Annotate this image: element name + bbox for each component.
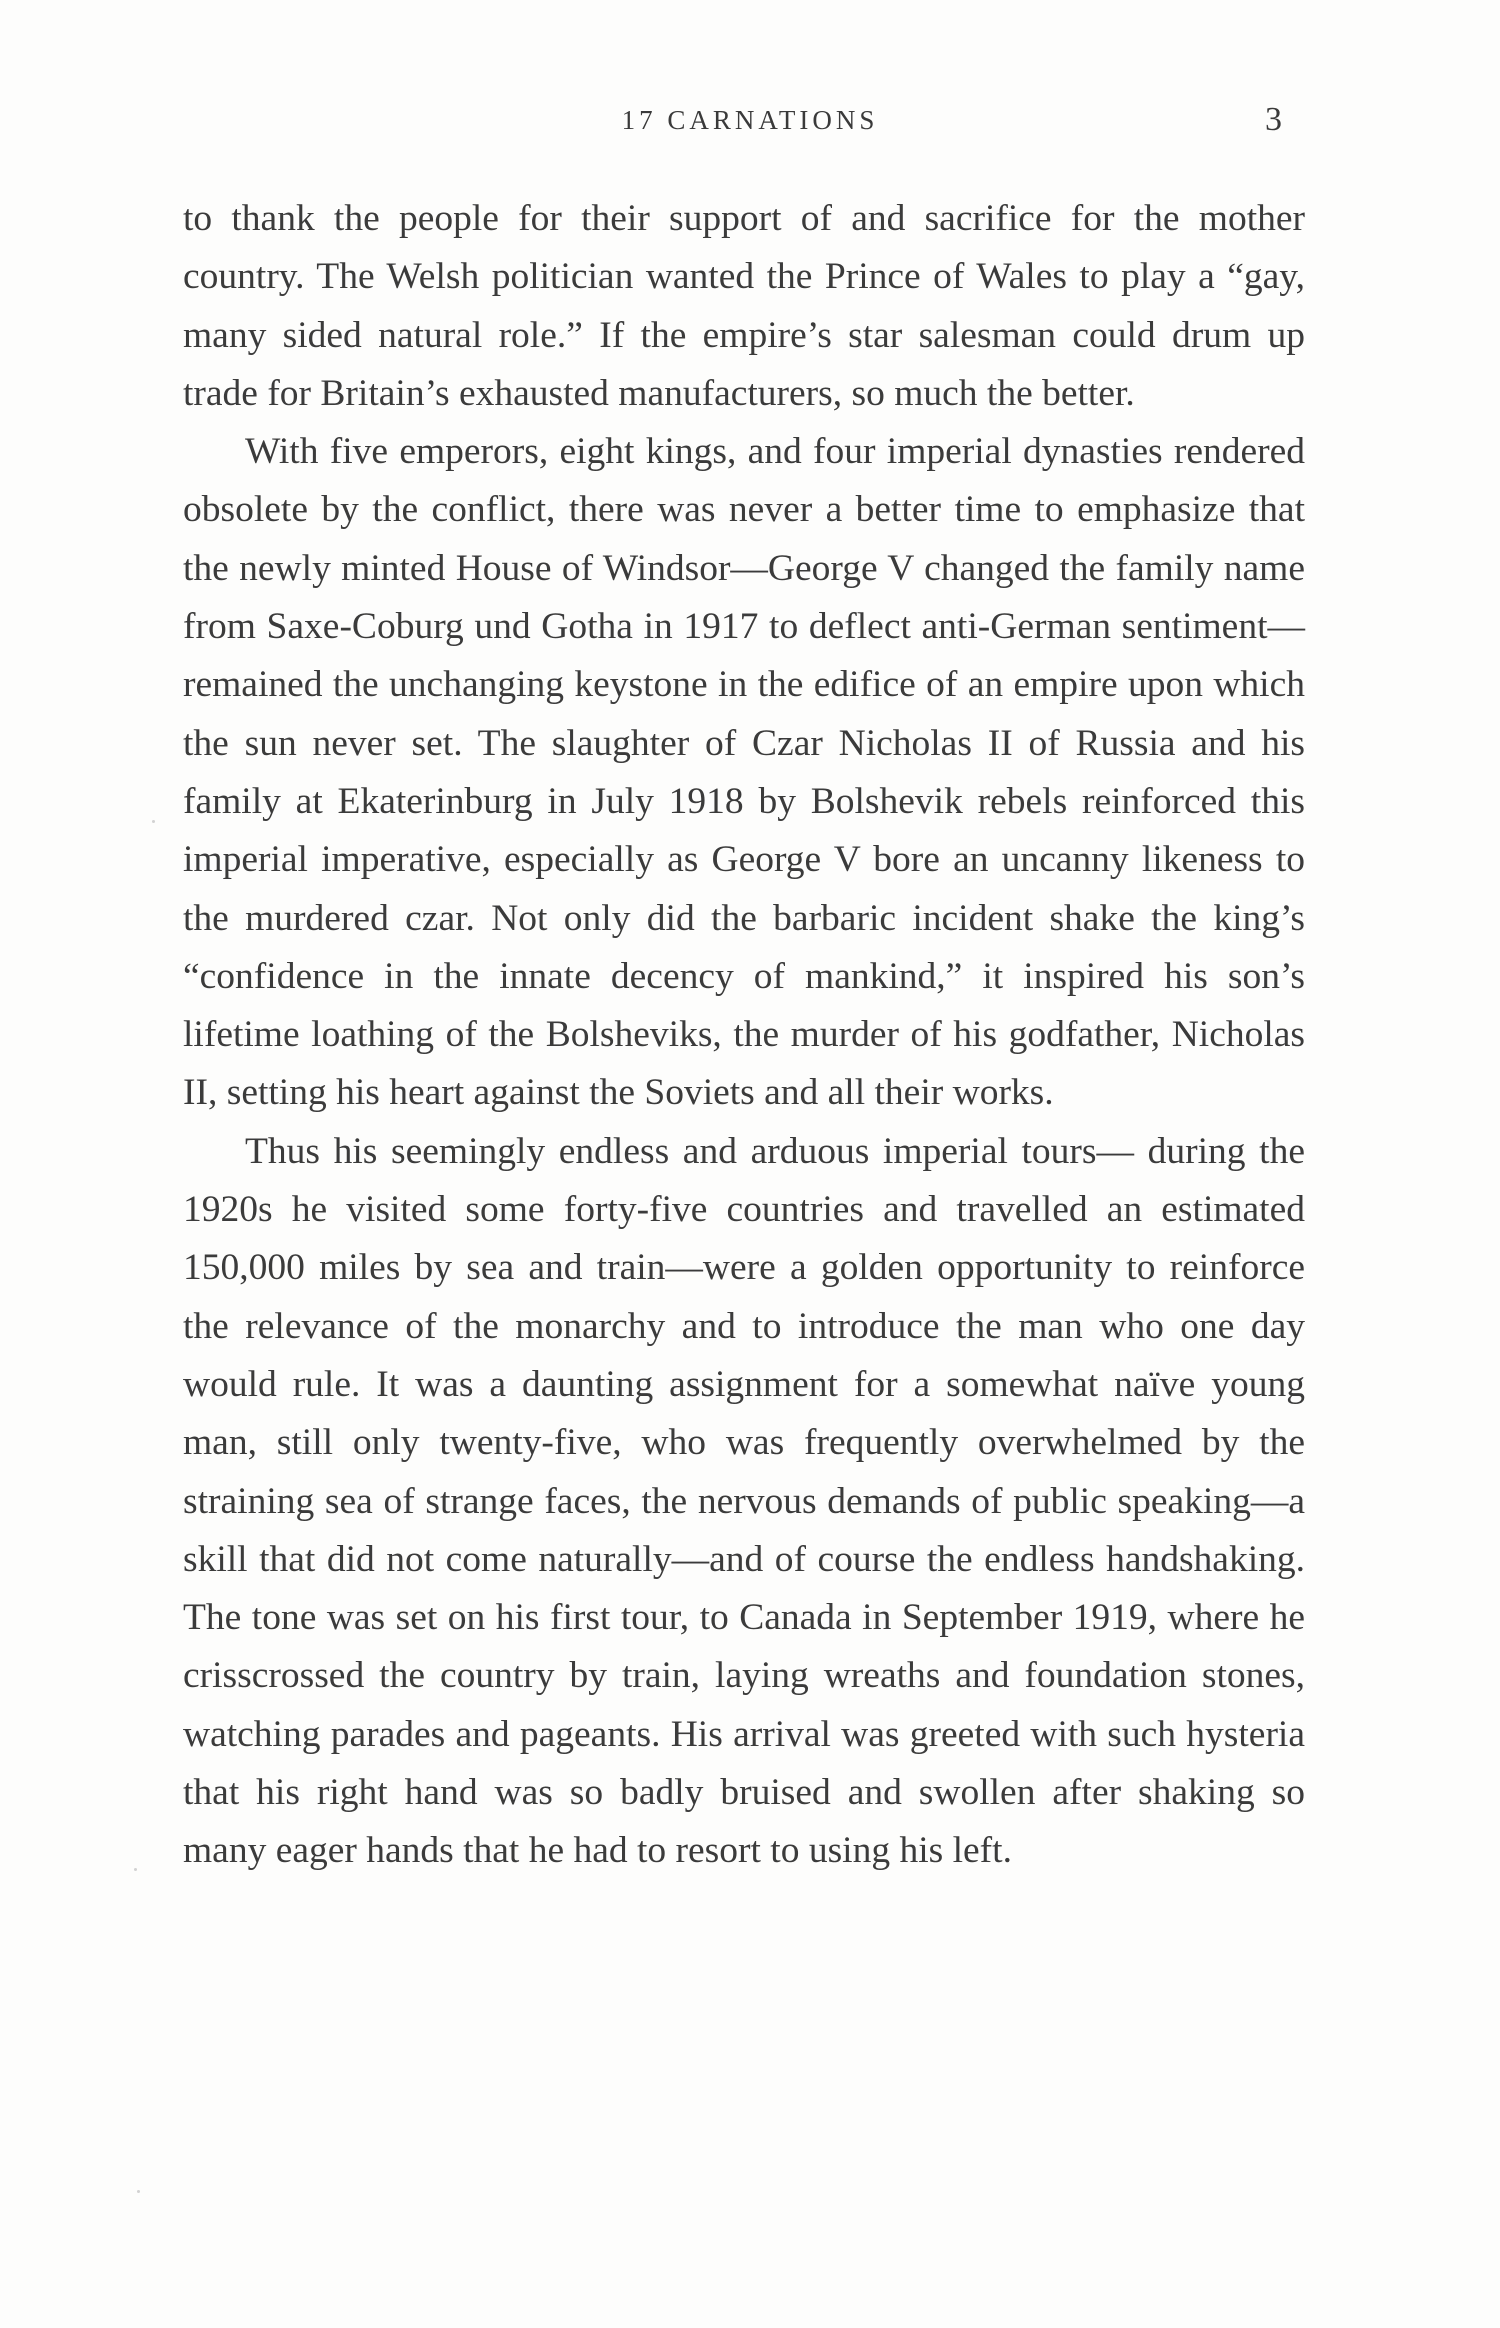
paragraph-continuation: to thank the people for their support of and sacrifice for the mother country. The Welsh politician wanted the Prince of Wales to play a “gay, many sided natural role.” If the empire’s star salesman could drum up trade for Britain’s exhausted manufacturers, so much the better. — [183, 198, 1305, 414]
scan-speck — [137, 2190, 140, 2193]
running-title: 17 CARNATIONS — [621, 105, 879, 135]
running-head — [0, 101, 1500, 145]
paragraph: With five emperors, eight kings, and four imperial dynasties rendered obsolete by the conflict, there was never a better time to emphasize that the newly minted House of Windsor—George V changed the family name from Saxe-Coburg und Gotha in 1917 to deflect anti-German sentiment—remained the unchanging keystone in the edifice of an empire upon which the sun never set. The slaughter of Czar Nicholas II of Russia and his family at Ekaterinburg in July 1918 by Bolshevik rebels reinforced this imperial imperative, especially as George V bore an uncanny likeness to the murdered czar. Not only did the barbaric incident shake the king’s “confidence in the innate decency of mankind,” it inspired his son’s lifetime loathing of the Bolsheviks, the murder of his godfather, Nicholas II, setting his heart against the Soviets and all their works. — [183, 431, 1305, 1114]
body-text — [183, 190, 1305, 1881]
paragraph: Thus his seemingly endless and arduous imperial tours— during the 1920s he visited some forty-five countries and travelled an estimated 150,000 miles by sea and train—were a golden opportunity to reinforce the relevance of the monarchy and to introduce the man who one day would rule. It was a daunting assignment for a somewhat naïve young man, still only twenty-five, who was frequently overwhelmed by the straining sea of strange faces, the nervous demands of public speaking—a skill that did not come naturally—and of course the endless handshaking. The tone was set on his first tour, to Canada in September 1919, where he crisscrossed the country by train, laying wreaths and foundation stones, watching parades and pageants. His arrival was greeted with such hysteria that his right hand was so badly bruised and swollen after shaking so many eager hands that he had to resort to using his left. — [183, 1130, 1305, 1872]
scan-speck — [134, 1868, 137, 1871]
scan-speck — [152, 820, 155, 823]
page-number: 3 — [1265, 101, 1282, 138]
